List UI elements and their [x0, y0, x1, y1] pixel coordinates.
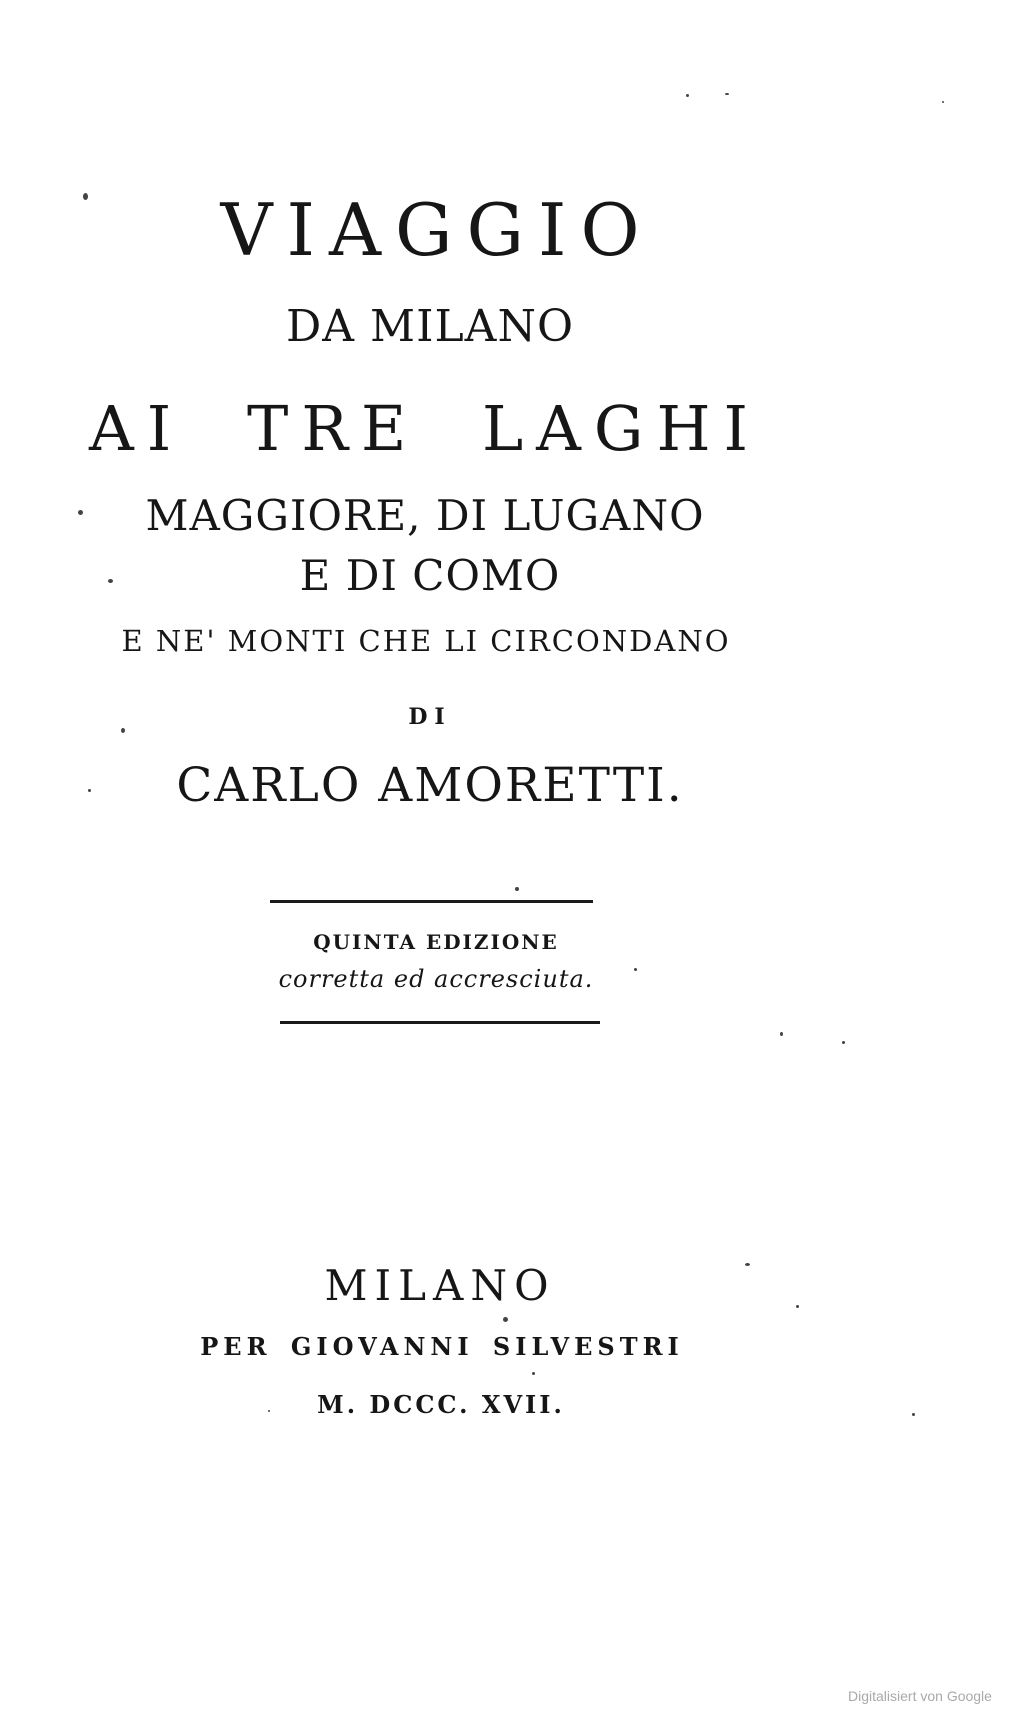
- author-name: CARLO AMORETTI.: [176, 758, 684, 813]
- title-line-da-milano: DA MILANO: [285, 301, 575, 352]
- scan-speck: [780, 1032, 783, 1036]
- scan-speck: [78, 510, 83, 515]
- digitization-watermark: Digitalisiert von Google: [848, 1688, 992, 1704]
- divider-rule-top: [270, 900, 593, 903]
- scan-speck: [796, 1305, 799, 1308]
- scan-speck: [515, 887, 519, 891]
- edition-label: QUINTA EDIZIONE: [313, 930, 559, 954]
- scan-speck: [745, 1263, 750, 1266]
- scan-speck: [503, 1317, 508, 1322]
- title-line-ai-tre-laghi: AI TRE LAGHI: [88, 392, 762, 465]
- scan-speck: [634, 968, 637, 971]
- scan-speck: [88, 789, 91, 792]
- title-line-viaggio: VIAGGIO: [220, 188, 654, 272]
- scan-speck: [842, 1041, 845, 1044]
- imprint-city: MILANO: [324, 1261, 556, 1310]
- scan-speck: [268, 1410, 270, 1412]
- edition-note: corretta ed accresciuta.: [278, 965, 594, 993]
- scan-speck: [108, 579, 113, 583]
- scan-speck: [532, 1372, 535, 1375]
- scan-speck: [942, 101, 944, 103]
- scan-speck: [83, 193, 88, 200]
- scan-speck: [686, 94, 689, 97]
- imprint-publisher: PER GIOVANNI SILVESTRI: [200, 1332, 684, 1361]
- scan-speck: [912, 1413, 915, 1416]
- title-line-e-di-como: E DI COMO: [299, 551, 561, 600]
- scan-speck: [121, 728, 125, 733]
- author-preposition: DI: [408, 704, 452, 730]
- scan-speck: [725, 93, 729, 95]
- title-line-monti: E NE' MONTI CHE LI CIRCONDANO: [121, 624, 731, 658]
- imprint-year: M. DCCC. XVII.: [317, 1390, 565, 1419]
- title-line-maggiore: MAGGIORE, DI LUGANO: [145, 491, 705, 540]
- divider-rule-bottom: [280, 1021, 600, 1024]
